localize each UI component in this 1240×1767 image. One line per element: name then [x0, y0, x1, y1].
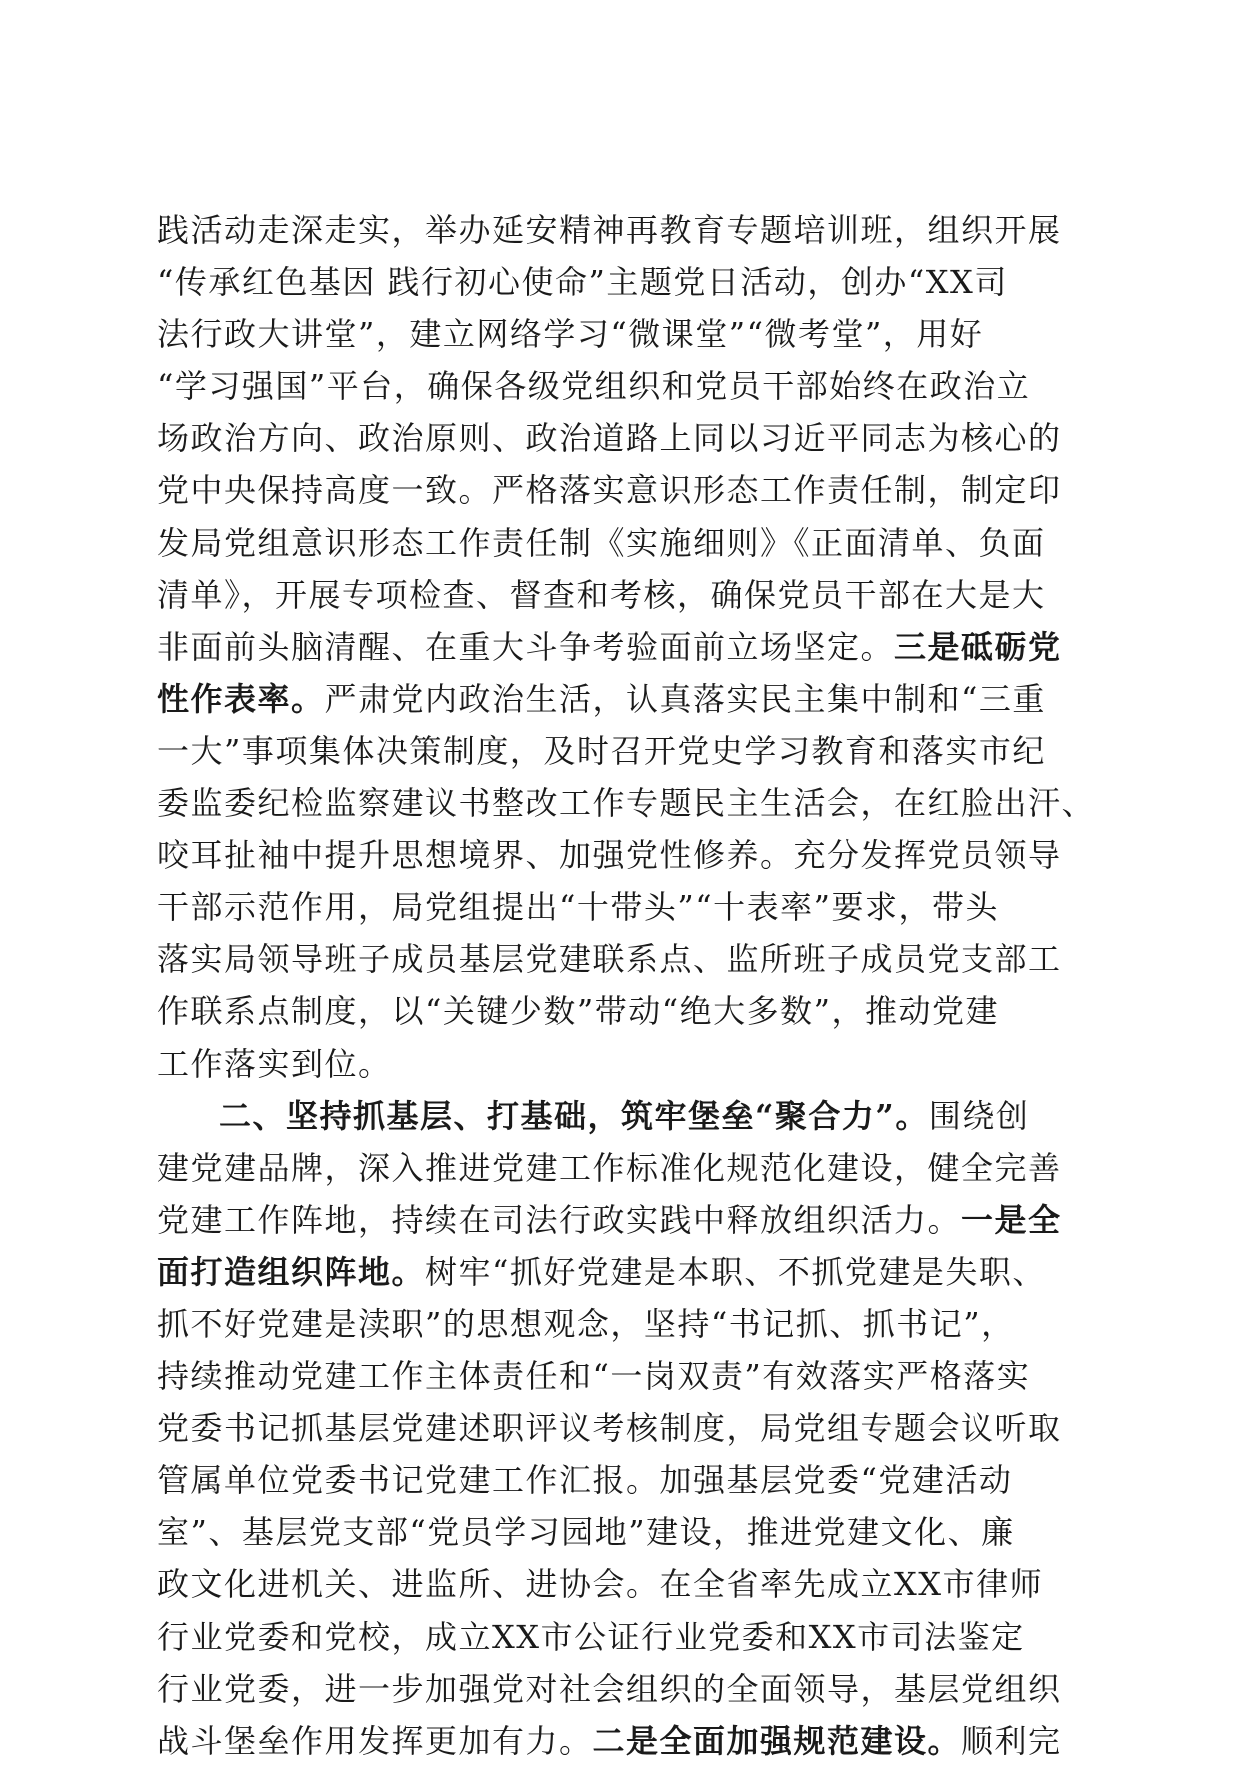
text-segment: 室”、基层党支部“党员学习园地”建设，推进党建文化、廉: [157, 1513, 1015, 1552]
text-line: [157, 1611, 1097, 1663]
text-line: [157, 1506, 1097, 1558]
text-line: [157, 1246, 1097, 1298]
text-segment: 党建工作阵地，持续在司法行政实践中释放组织活力。: [157, 1200, 962, 1239]
text-segment: 建党建品牌，深入推进党建工作标准化规范化建设，健全完善: [157, 1148, 1062, 1187]
text-line: [157, 1090, 1097, 1142]
text-segment: 场政治方向、政治原则、政治道路上同以习近平同志为核心的: [157, 419, 1062, 458]
bold-text-segment: 二、坚持抓基层、打基础，筑牢堡垒“聚合力”。: [219, 1096, 929, 1135]
text-line: [157, 1038, 1097, 1090]
text-line: [157, 1298, 1097, 1350]
text-line: [157, 673, 1097, 725]
text-segment: 法行政大讲堂”，建立网络学习“微课堂”“微考堂”，用好: [157, 315, 984, 354]
text-segment: 抓不好党建是渎职”的思想观念，坚持“书记抓、抓书记”，: [157, 1304, 1015, 1343]
text-line: [157, 569, 1097, 621]
text-segment: 政文化进机关、进监所、进协会。在全省率先成立XX市律师: [157, 1565, 1044, 1604]
bold-text-segment: 一是全: [961, 1200, 1062, 1239]
text-segment: 作联系点制度，以“关键少数”带动“绝大多数”，推动党建: [157, 992, 999, 1031]
text-line: [157, 1142, 1097, 1194]
text-segment: 行业党委和党校，成立XX市公证行业党委和XX市司法鉴定: [157, 1617, 1025, 1656]
text-line: [157, 881, 1097, 933]
text-segment: 党委书记抓基层党建述职评议考核制度，局党组专题会议听取: [157, 1409, 1062, 1448]
text-line: [157, 829, 1097, 881]
text-line: [157, 360, 1097, 412]
text-segment: 党中央保持高度一致。严格落实意识形态工作责任制，制定印: [157, 471, 1062, 510]
text-line: [157, 1715, 1097, 1767]
text-segment: 清单》，开展专项检查、督查和考核，确保党员干部在大是大: [157, 575, 1046, 614]
text-line: [157, 985, 1097, 1037]
text-line: [157, 1663, 1097, 1715]
text-segment: 咬耳扯袖中提升思想境界、加强党性修养。充分发挥党员领导: [157, 836, 1062, 875]
text-segment: 工作落实到位。: [157, 1044, 392, 1083]
text-segment: 干部示范作用，局党组提出“十带头”“十表率”要求，带头: [157, 888, 999, 927]
text-line: [157, 1402, 1097, 1454]
text-line: [157, 308, 1097, 360]
text-segment: 树牢“抓好党建是本职、不抓党建是失职、: [425, 1252, 1046, 1291]
text-line: [157, 1454, 1097, 1506]
text-line: [157, 725, 1097, 777]
text-line: [157, 204, 1097, 256]
text-segment: “传承红色基因 践行初心使命”主题党日活动，创办“XX司: [157, 263, 1008, 302]
text-segment: 委监委纪检监察建议书整改工作专题民主生活会，在红脸出汗、: [157, 784, 1096, 823]
bold-text-segment: 二是全面加强规范建设。: [592, 1721, 962, 1760]
text-line: [157, 621, 1097, 673]
text-line: [157, 1194, 1097, 1246]
text-segment: 围绕创: [928, 1096, 1030, 1135]
text-line: [157, 777, 1097, 829]
text-segment: 落实局领导班子成员基层党建联系点、监所班子成员党支部工: [157, 940, 1062, 979]
bold-text-segment: 面打造组织阵地。: [157, 1252, 426, 1291]
text-segment: 一大”事项集体决策制度，及时召开党史学习教育和落实市纪: [157, 731, 1046, 770]
text-segment: 发局党组意识形态工作责任制《实施细则》《正面清单、负面: [157, 523, 1046, 562]
bold-text-segment: 性作表率。: [157, 679, 325, 718]
text-segment: 顺利完: [961, 1721, 1062, 1760]
text-segment: 严肃党内政治生活，认真落实民主集中制和“三重: [324, 679, 1046, 718]
text-segment: “学习强国”平台，确保各级党组织和党员干部始终在政治立: [157, 367, 1031, 406]
text-segment: 践活动走深走实，举办延安精神再教育专题培训班，组织开展: [157, 211, 1062, 249]
text-segment: 管属单位党委书记党建工作汇报。加强基层党委“党建活动: [157, 1461, 1013, 1500]
text-segment: 行业党委，进一步加强党对社会组织的全面领导，基层党组织: [157, 1669, 1062, 1708]
text-segment: 持续推动党建工作主体责任和“一岗双责”有效落实严格落实: [157, 1357, 1031, 1396]
text-segment: 非面前头脑清醒、在重大斗争考验面前立场坚定。: [157, 627, 895, 666]
document-body: [157, 204, 1097, 1767]
text-line: [157, 933, 1097, 985]
text-line: [157, 412, 1097, 464]
text-line: [157, 1350, 1097, 1402]
text-segment: 战斗堡垒作用发挥更加有力。: [157, 1721, 593, 1760]
text-line: [157, 464, 1097, 516]
text-line: [157, 1558, 1097, 1610]
text-line: [157, 256, 1097, 308]
bold-text-segment: 三是砥砺党: [894, 627, 1062, 666]
text-line: [157, 517, 1097, 569]
